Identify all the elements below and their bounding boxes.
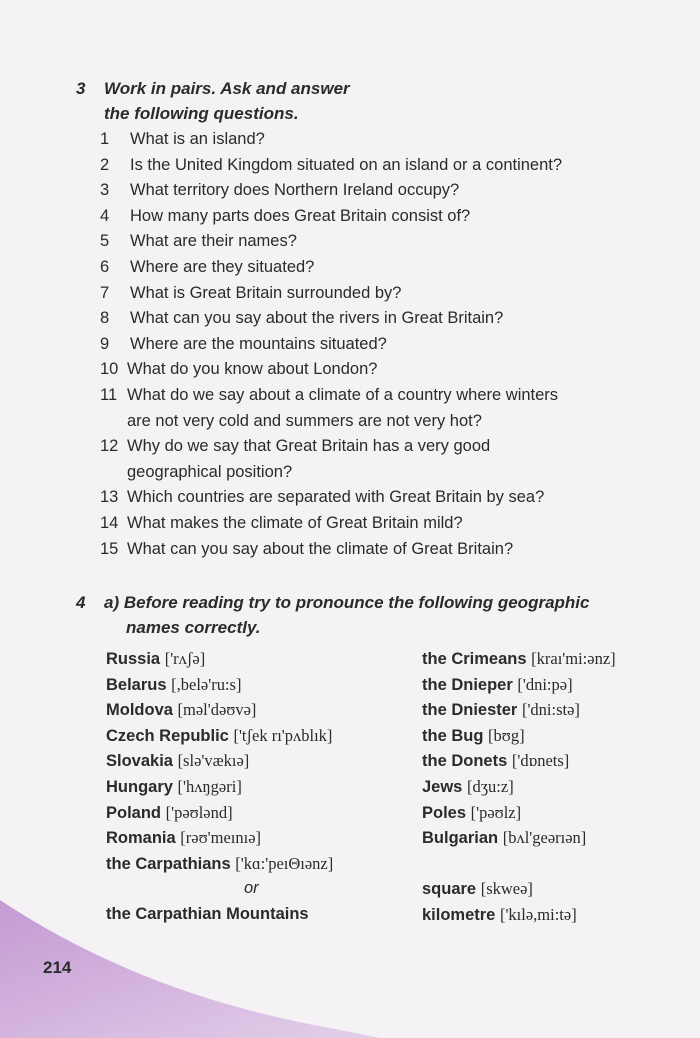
exercise-3-heading-line1: Work in pairs. Ask and answer bbox=[104, 79, 350, 98]
transcription: [kraı'mi:ənz] bbox=[531, 649, 616, 668]
question-number: 4 bbox=[100, 206, 110, 225]
word: the Dniester bbox=[422, 701, 518, 720]
word-entry bbox=[106, 800, 333, 826]
word-entry bbox=[422, 825, 616, 851]
question-item bbox=[100, 511, 660, 537]
word-entry bbox=[106, 902, 333, 928]
word-entry bbox=[422, 672, 616, 698]
word: the Carpathians bbox=[106, 854, 231, 873]
question-item bbox=[100, 434, 660, 485]
word: Russia bbox=[106, 650, 161, 668]
word: Hungary bbox=[106, 777, 173, 796]
question-item bbox=[100, 357, 660, 383]
transcription: [slə'vækıə] bbox=[177, 751, 250, 771]
transcription: ['dni:stə] bbox=[521, 700, 580, 720]
word-entry bbox=[422, 748, 616, 774]
word-entry bbox=[106, 646, 333, 672]
word-entry bbox=[422, 774, 616, 800]
word-entry bbox=[106, 672, 333, 698]
question-number: 11 bbox=[100, 385, 118, 404]
word: the Bug bbox=[422, 726, 484, 745]
exercise-4-heading bbox=[76, 590, 589, 640]
transcription: ['dni:pə] bbox=[517, 674, 573, 694]
question-text: What are their names? bbox=[130, 232, 297, 251]
exercise-4-heading-line2: names correctly. bbox=[126, 618, 261, 637]
transcription: [rəʊ'meınıə] bbox=[180, 828, 262, 848]
word-entry bbox=[422, 697, 616, 723]
question-number: 5 bbox=[100, 232, 110, 251]
word-entry bbox=[422, 876, 616, 902]
transcription: [bʌl'geərıən] bbox=[502, 828, 587, 848]
transcription: ['pəʊlz] bbox=[470, 802, 522, 822]
question-list bbox=[100, 127, 660, 562]
word-entry bbox=[106, 851, 333, 877]
transcription: ['tʃek rı'pʌblık] bbox=[233, 725, 333, 745]
question-text-line2: are not very cold and summers are not very hot? bbox=[127, 411, 482, 430]
word: Romania bbox=[106, 829, 176, 848]
word: the Carpathian Mountains bbox=[106, 904, 309, 923]
question-item bbox=[100, 485, 660, 511]
question-number: 1 bbox=[100, 130, 110, 148]
word: Moldova bbox=[106, 701, 173, 720]
transcription: ['dɒnets] bbox=[511, 751, 570, 771]
word: Poles bbox=[422, 803, 467, 822]
question-number: 12 bbox=[100, 437, 119, 456]
question-text: How many parts does Great Britain consist of? bbox=[130, 206, 471, 225]
word: the Donets bbox=[422, 752, 508, 771]
word: the Dnieper bbox=[422, 675, 513, 694]
transcription: ['rʌʃə] bbox=[164, 649, 206, 668]
question-item bbox=[100, 255, 660, 281]
question-text: What makes the climate of Great Britain mild? bbox=[127, 513, 463, 532]
word: kilometre bbox=[422, 905, 496, 924]
question-text: Which countries are separated with Great Britain by sea? bbox=[127, 488, 545, 507]
question-text: What do you know about London? bbox=[127, 360, 378, 379]
transcription: [məl'dəʊvə] bbox=[177, 700, 257, 720]
question-number: 7 bbox=[100, 283, 110, 302]
question-item bbox=[100, 537, 660, 563]
word: square bbox=[422, 880, 477, 899]
question-item bbox=[100, 178, 660, 204]
spacer-row bbox=[422, 851, 616, 877]
question-text: Where are they situated? bbox=[130, 257, 315, 276]
question-item bbox=[100, 153, 660, 179]
question-text-line1: What do we say about a climate of a country where winters bbox=[127, 385, 559, 404]
exercise-3-heading-line2: the following questions. bbox=[104, 104, 299, 123]
or-separator bbox=[106, 876, 333, 902]
question-text: What territory does Northern Ireland occupy? bbox=[130, 181, 460, 200]
transcription: ['kılə,mi:tə] bbox=[499, 904, 577, 924]
transcription: [,belə'ru:s] bbox=[171, 674, 242, 694]
exercise-4-number: 4 bbox=[76, 593, 86, 612]
word: Belarus bbox=[106, 675, 167, 694]
question-number: 15 bbox=[100, 539, 119, 558]
question-number: 10 bbox=[100, 360, 119, 379]
transcription: ['hʌŋgəri] bbox=[177, 776, 242, 796]
question-text: What is Great Britain surrounded by? bbox=[130, 283, 402, 302]
word-entry bbox=[422, 800, 616, 826]
transcription: [skweə] bbox=[480, 879, 533, 899]
question-text: What is an island? bbox=[130, 130, 265, 148]
word-entry bbox=[422, 902, 616, 928]
question-number: 3 bbox=[100, 181, 110, 200]
word: Bulgarian bbox=[422, 829, 499, 848]
word-entry bbox=[106, 723, 333, 749]
question-text: Is the United Kingdom situated on an island or a continent? bbox=[130, 155, 563, 174]
transcription: [dʒu:z] bbox=[466, 776, 514, 796]
word: Jews bbox=[422, 777, 463, 796]
question-item bbox=[100, 332, 660, 358]
word: the Crimeans bbox=[422, 650, 527, 668]
word: Slovakia bbox=[106, 752, 173, 771]
word: Poland bbox=[106, 803, 162, 822]
question-number: 13 bbox=[100, 488, 119, 507]
question-text-line1: Why do we say that Great Britain has a very good bbox=[127, 437, 491, 456]
exercise-3-number: 3 bbox=[76, 79, 86, 98]
question-item bbox=[100, 204, 660, 230]
question-number: 8 bbox=[100, 309, 110, 328]
question-text bbox=[127, 383, 660, 434]
question-number: 9 bbox=[100, 334, 110, 353]
word-entry bbox=[106, 825, 333, 851]
question-text: What can you say about the rivers in Great Britain? bbox=[130, 309, 504, 328]
word-entry bbox=[422, 646, 616, 672]
word: Czech Republic bbox=[106, 726, 229, 745]
question-item bbox=[100, 229, 660, 255]
exercise-4-heading-line1: a) Before reading try to pronounce the following geographic bbox=[104, 593, 590, 612]
question-item bbox=[100, 127, 660, 153]
question-text: What can you say about the climate of Great Britain? bbox=[127, 539, 514, 558]
left-word-column bbox=[106, 646, 333, 928]
word-entry bbox=[106, 774, 333, 800]
question-item bbox=[100, 306, 660, 332]
question-item bbox=[100, 383, 660, 434]
question-text: Where are the mountains situated? bbox=[130, 334, 387, 353]
question-number: 2 bbox=[100, 155, 110, 174]
question-number: 14 bbox=[100, 513, 119, 532]
question-number: 6 bbox=[100, 257, 110, 276]
word-entry bbox=[422, 723, 616, 749]
question-item bbox=[100, 281, 660, 307]
word-entry bbox=[106, 748, 333, 774]
transcription: ['pəʊlənd] bbox=[165, 802, 233, 822]
word-entry bbox=[106, 697, 333, 723]
or-label: or bbox=[244, 879, 259, 898]
right-word-column bbox=[422, 646, 616, 928]
question-text bbox=[127, 434, 660, 485]
transcription: [bʊg] bbox=[488, 725, 525, 745]
exercise-3-heading bbox=[76, 76, 350, 126]
page-number: 214 bbox=[43, 958, 72, 977]
question-text-line2: geographical position? bbox=[127, 462, 293, 481]
transcription: ['kɑ:'peıΘıənz] bbox=[235, 853, 334, 873]
